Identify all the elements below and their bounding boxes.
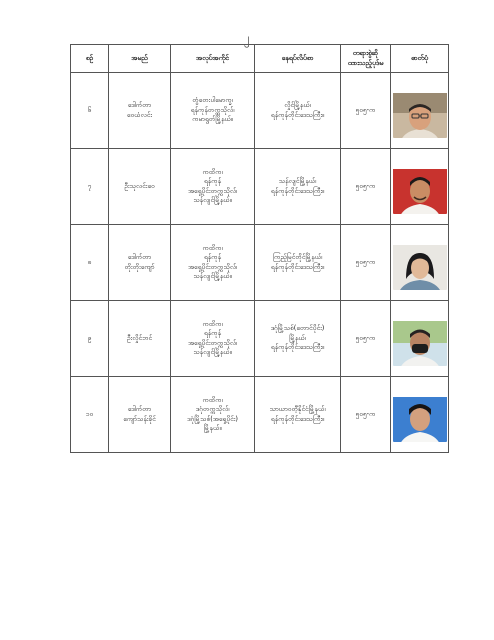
cell-section: ၅၀၅-က: [341, 377, 391, 453]
cell-section: ၅၀၅-က: [341, 225, 391, 301]
cell-name: ဒေါက်တာ ကျော်သန်းခိုင်: [109, 377, 171, 453]
table-row: [71, 225, 449, 301]
header-photo: ဓာတ်ပုံ: [391, 45, 449, 73]
portrait-photo: [393, 312, 447, 366]
cell-address: သာယာဝတီ့နိုင်ငံမြို့နယ်၊ ရန်ကုန်တိုင်းဒေသကြီး။: [255, 377, 341, 453]
cell-position: ကထိက၊ ရန်ကုန် အရှေ့ပိုင်းတက္ကသိုလ်၊ သန်လျင်မြို့နယ်။: [171, 149, 255, 225]
table-row: [71, 149, 449, 225]
cell-position: ကထိက၊ ဒဂုံတက္ကသိုလ်၊ ဒဂုံမြို့သစ်(အရှေ့ပိုင်း) မြို့နယ်။: [171, 377, 255, 453]
portrait-photo: [393, 160, 447, 214]
cell-photo: [391, 149, 449, 225]
cell-address: ဒဂုံမြို့သစ်(တောင်ပိုင်း) မြို့နယ်၊ ရန်ကုန်တိုင်းဒေသကြီး။: [255, 301, 341, 377]
cell-no: ၁၀: [71, 377, 109, 453]
cell-address: ကြည့်မြင်တိုင်မြို့နယ်၊ ရန်ကုန်တိုင်းဒေသကြီး။: [255, 225, 341, 301]
cell-position: ကထိက၊ ရန်ကုန် အရှေ့ပိုင်းတက္ကသိုလ်၊ သန်လျင်မြို့နယ်။: [171, 225, 255, 301]
table-row: [71, 73, 449, 149]
header-name: အမည်: [109, 45, 171, 73]
portrait-photo: [393, 84, 447, 138]
cell-section: ၅၀၅-က: [341, 149, 391, 225]
header-row: [71, 45, 449, 73]
cell-name: ဦးသုလင်းဝေ: [109, 149, 171, 225]
detainee-table: [70, 44, 449, 453]
cell-photo: [391, 301, 449, 377]
cell-position: တွံတေးပါမောက္ခ၊ ရန်ကုန်တက္ကသိုလ်၊ ကမာရွတ်မြို့နယ်။: [171, 73, 255, 149]
header-address: နေရပ်လိပ်စာ: [255, 45, 341, 73]
cell-section: ၅၀၅-က: [341, 73, 391, 149]
portrait-photo: [393, 388, 447, 442]
cell-name: ဒေါက်တာ ဝေယံလင်း: [109, 73, 171, 149]
cell-address: သန်လျင်မြို့နယ်၊ ရန်ကုန်တိုင်းဒေသကြီး။: [255, 149, 341, 225]
cell-photo: [391, 225, 449, 301]
header-position: အလုပ်အကိုင်: [171, 45, 255, 73]
cell-photo: [391, 377, 449, 453]
cell-section: ၅၀၅-က: [341, 301, 391, 377]
header-section: တရားစွဲဆို ထားသည့်ပုဒ်မ: [341, 45, 391, 73]
page-number: ၂: [244, 31, 250, 45]
cell-no: ၉: [71, 301, 109, 377]
cell-no: ၈: [71, 225, 109, 301]
header-no: စဉ်: [71, 45, 109, 73]
cell-no: ၇: [71, 149, 109, 225]
table-row: [71, 377, 449, 453]
portrait-photo: [393, 236, 447, 290]
cell-no: ၆: [71, 73, 109, 149]
cell-name: ဦးလှိုင်ဘင်: [109, 301, 171, 377]
cell-address: လှိုင်မြို့နယ်၊ ရန်ကုန်တိုင်းဒေသကြီး။: [255, 73, 341, 149]
cell-position: ကထိက၊ ရန်ကုန် အရှေ့ပိုင်းတက္ကသိုလ်၊ သန်လျင်မြို့နယ်။: [171, 301, 255, 377]
cell-photo: [391, 73, 449, 149]
table-row: [71, 301, 449, 377]
cell-name: ဒေါက်တာ တိုးတိုးကျော်: [109, 225, 171, 301]
